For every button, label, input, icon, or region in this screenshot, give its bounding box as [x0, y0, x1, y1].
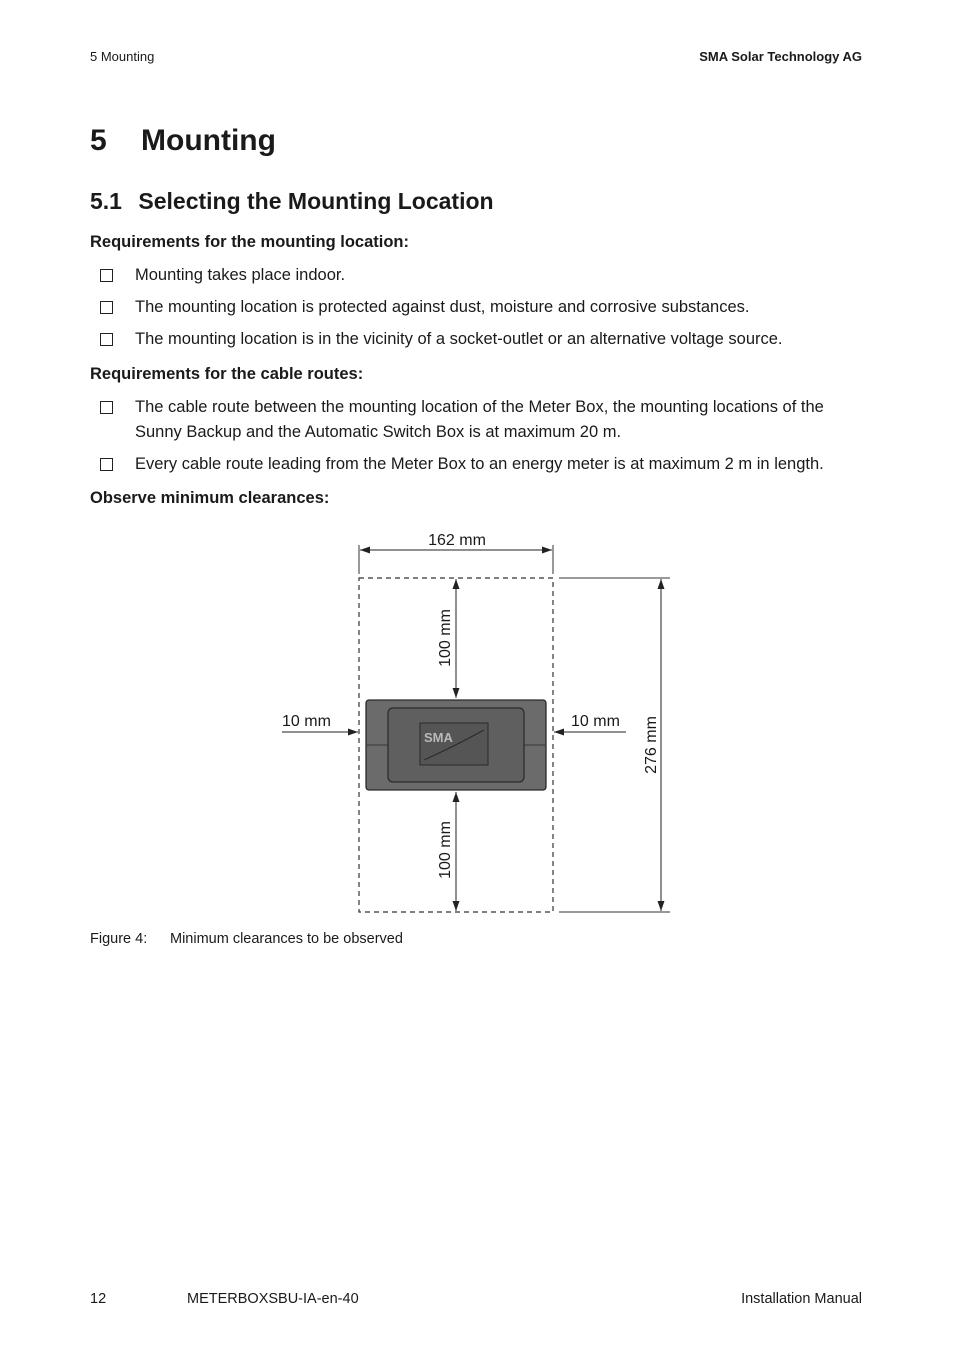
width-dimension-label: 162 mm: [428, 532, 486, 549]
checkbox-icon: [100, 401, 113, 414]
chapter-number: 5: [90, 124, 107, 157]
checklist-item-text: Every cable route leading from the Meter Box to an energy meter is at maximum 2 m in length.: [135, 455, 824, 473]
figure-caption-label: Figure 4:: [90, 931, 148, 947]
section-title: Selecting the Mounting Location: [138, 188, 494, 214]
location-requirements-heading: Requirements for the mounting location:: [90, 233, 410, 251]
bottom-clearance-label: 100 mm: [437, 821, 454, 879]
manual-type: Installation Manual: [741, 1291, 862, 1307]
checklist-item: [100, 452, 870, 477]
cable-requirements-heading: Requirements for the cable routes:: [90, 365, 364, 383]
clearance-figure: [270, 530, 690, 925]
sma-logo: SMA: [424, 730, 453, 745]
top-clearance-label: 100 mm: [437, 609, 454, 667]
right-clearance-label: 10 mm: [571, 713, 620, 730]
figure-caption-text: Minimum clearances to be observed: [170, 931, 403, 947]
running-header-section: 5 Mounting: [90, 49, 155, 64]
checklist-item-text: The mounting location is protected against dust, moisture and corrosive substances.: [135, 298, 750, 316]
checklist-item-text: The cable route between the mounting location of the Meter Box, the mounting locations of the Sunny Backup and the Automatic Switch Box is at maximum 20 m.: [135, 398, 824, 441]
document-id: METERBOXSBU-IA-en-40: [187, 1291, 359, 1307]
clearances-heading: Observe minimum clearances:: [90, 489, 330, 507]
checkbox-icon: [100, 333, 113, 346]
checkbox-icon: [100, 269, 113, 282]
checklist-item: [100, 395, 870, 445]
checklist-item: [100, 263, 870, 288]
chapter-heading: [90, 124, 276, 158]
checkbox-icon: [100, 301, 113, 314]
checkbox-icon: [100, 458, 113, 471]
checklist-item: [100, 327, 870, 352]
checklist-item-text: Mounting takes place indoor.: [135, 266, 346, 284]
checklist-item-text: The mounting location is in the vicinity of a socket-outlet or an alternative voltage source.: [135, 330, 783, 348]
clearance-diagram: [270, 530, 690, 925]
figure-caption: [90, 931, 403, 947]
checklist-item: [100, 295, 870, 320]
running-header-company: SMA Solar Technology AG: [699, 49, 862, 64]
meter-box-illustration: [366, 700, 546, 790]
section-heading: [90, 188, 494, 215]
chapter-title: Mounting: [141, 124, 276, 157]
page-number: 12: [90, 1291, 107, 1307]
left-clearance-label: 10 mm: [282, 713, 331, 730]
section-number: 5.1: [90, 188, 122, 214]
height-dimension-label: 276 mm: [643, 716, 660, 774]
